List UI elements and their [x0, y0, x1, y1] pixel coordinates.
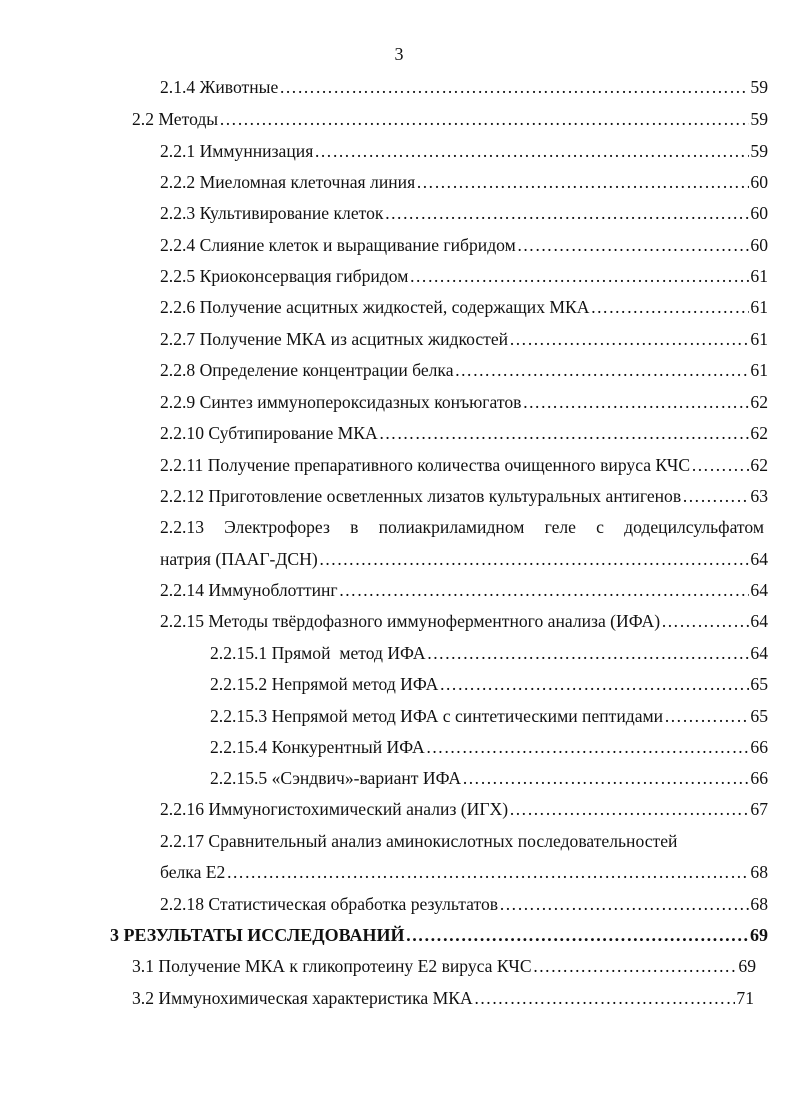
entry-page: 59 [750, 141, 768, 161]
toc-entry [210, 766, 768, 790]
entry-label: 2.2.6 Получение асцитных жидкостей, содержащих МКА [160, 297, 590, 317]
toc-entry [160, 484, 768, 508]
entry-label: 2.2.15.2 Непрямой метод ИФА [210, 674, 439, 694]
entry-label: 3 РЕЗУЛЬТАТЫ ИССЛЕДОВАНИЙ [110, 925, 405, 945]
entry-label: 2.2.10 Субтипирование МКА [160, 423, 378, 443]
toc-entry [160, 892, 768, 916]
entry-page: 59 [750, 109, 768, 129]
entry-word: геле [544, 517, 576, 537]
entry-page: 66 [750, 768, 768, 788]
entry-page: 62 [750, 392, 768, 412]
entry-label: белка Е2 [160, 862, 226, 882]
dot-leader [455, 358, 750, 382]
toc-entry [160, 358, 768, 382]
entry-page: 64 [750, 611, 768, 631]
dot-leader [664, 704, 749, 728]
entry-label: 2.2.15.4 Конкурентный ИФА [210, 737, 425, 757]
entry-label: 2.2.14 Иммуноблоттинг [160, 580, 338, 600]
entry-page: 64 [750, 580, 768, 600]
entry-page: 68 [750, 894, 768, 914]
entry-label: 2.2.5 Криоконсервация гибридом [160, 266, 409, 286]
dot-leader [439, 672, 749, 696]
toc-entry [160, 170, 768, 194]
toc-entry [160, 578, 768, 602]
toc-entry [160, 390, 768, 414]
toc-entry [160, 264, 768, 288]
dot-leader [591, 295, 750, 319]
toc-entry [210, 641, 768, 665]
entry-label: 2.2.12 Приготовление осветленных лизатов культуральных антигенов [160, 486, 682, 506]
entry-label: 3.1 Получение МКА к гликопротеину Е2 вируса КЧС [132, 956, 532, 976]
entry-label: 2.2.15.3 Непрямой метод ИФА с синтетическими пептидами [210, 706, 664, 726]
dot-leader [339, 578, 750, 602]
entry-page: 65 [750, 674, 768, 694]
entry-page: 69 [738, 956, 756, 976]
toc-entry [160, 75, 768, 99]
dot-leader [533, 954, 738, 978]
dot-leader [462, 766, 749, 790]
entry-label: 2.2.1 Иммуннизация [160, 141, 314, 161]
entry-label: 2.2.15 Методы твёрдофазного иммуноферментного анализа (ИФА) [160, 611, 661, 631]
entry-label: натрия (ПААГ-ДСН) [160, 549, 318, 569]
entry-page: 61 [750, 297, 768, 317]
toc-entry [210, 735, 768, 759]
toc-entry [160, 860, 768, 884]
toc-entry [132, 986, 754, 1010]
entry-label: 2.2.2 Миеломная клеточная линия [160, 172, 416, 192]
entry-page: 65 [750, 706, 768, 726]
entry-page: 64 [750, 643, 768, 663]
entry-page: 66 [750, 737, 768, 757]
entry-label: 2.2 Методы [132, 109, 219, 129]
toc-chapter-entry [110, 923, 768, 947]
dot-leader [314, 139, 749, 163]
dot-leader [682, 484, 749, 508]
toc-entry [160, 327, 768, 351]
entry-label: 2.2.9 Синтез иммунопероксидазных конъюгатов [160, 392, 522, 412]
entry-page: 71 [736, 988, 754, 1008]
toc-entry [160, 139, 768, 163]
entry-label: 2.2.8 Определение концентрации белка [160, 360, 454, 380]
entry-word: в [350, 517, 359, 537]
entry-page: 61 [750, 266, 768, 286]
entry-label: 2.2.15.1 Прямой метод ИФА [210, 643, 426, 663]
entry-word: додецилсульфатом [624, 517, 764, 537]
toc-entry [132, 954, 756, 978]
entry-page: 61 [750, 329, 768, 349]
entry-label: 2.2.7 Получение МКА из асцитных жидкостей [160, 329, 509, 349]
dot-leader [691, 453, 749, 477]
dot-leader [474, 986, 736, 1010]
entry-page: 67 [750, 799, 768, 819]
dot-leader [416, 170, 749, 194]
toc-entry [132, 107, 768, 131]
toc-entry-line [160, 515, 764, 539]
entry-page: 68 [750, 862, 768, 882]
dot-leader [226, 860, 749, 884]
dot-leader [319, 547, 750, 571]
entry-label: 2.2.11 Получение препаративного количества очищенного вируса КЧС [160, 455, 691, 475]
dot-leader [379, 421, 750, 445]
toc-entry [160, 421, 768, 445]
dot-leader [409, 264, 749, 288]
entry-label: 2.2.3 Культивирование клеток [160, 203, 384, 223]
entry-word: 2.2.13 [160, 517, 204, 537]
dot-leader [426, 735, 750, 759]
toc-entry [160, 201, 768, 225]
entry-page: 60 [750, 172, 768, 192]
toc-entry [160, 295, 768, 319]
toc-entry [210, 704, 768, 728]
entry-page: 64 [750, 549, 768, 569]
toc-entry [210, 672, 768, 696]
dot-leader [509, 327, 749, 351]
entry-page: 62 [750, 455, 768, 475]
dot-leader [522, 390, 749, 414]
entry-page: 60 [750, 203, 768, 223]
entry-page: 69 [750, 925, 768, 945]
toc-entry [160, 453, 768, 477]
entry-label: 2.2.4 Слияние клеток и выращивание гибридом [160, 235, 516, 255]
entry-page: 59 [750, 77, 768, 97]
dot-leader [384, 201, 749, 225]
entry-label: 2.2.15.5 «Сэндвич»-вариант ИФА [210, 768, 462, 788]
dot-leader [661, 609, 749, 633]
entry-label: 2.2.17 Сравнительный анализ аминокислотных последовательностей [160, 831, 678, 851]
entry-word: с [596, 517, 604, 537]
dot-leader [427, 641, 750, 665]
entry-page: 61 [750, 360, 768, 380]
entry-label: 3.2 Иммунохимическая характеристика МКА [132, 988, 473, 1008]
entry-page: 62 [750, 423, 768, 443]
entry-page: 63 [750, 486, 768, 506]
dot-leader [279, 75, 749, 99]
toc-entry [160, 609, 768, 633]
dot-leader [509, 797, 749, 821]
entry-word: полиакриламидном [378, 517, 525, 537]
dot-leader [517, 233, 750, 257]
toc-entry [160, 547, 768, 571]
toc-entry-line [160, 829, 677, 853]
dot-leader [219, 107, 749, 131]
entry-label: 2.2.18 Статистическая обработка результатов [160, 894, 499, 914]
entry-label: 2.1.4 Животные [160, 77, 279, 97]
page-number: 3 [394, 44, 404, 64]
dot-leader [499, 892, 749, 916]
entry-page: 60 [750, 235, 768, 255]
dot-leader [406, 923, 749, 947]
toc-entry [160, 797, 768, 821]
entry-label: 2.2.16 Иммуногистохимический анализ (ИГХ) [160, 799, 509, 819]
toc-entry [160, 233, 768, 257]
entry-word: Электрофорез [224, 517, 330, 537]
